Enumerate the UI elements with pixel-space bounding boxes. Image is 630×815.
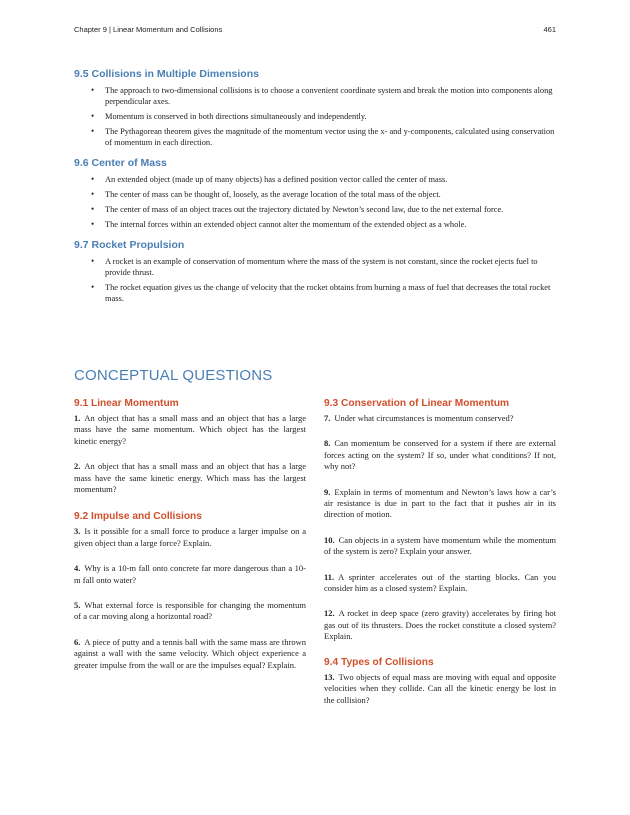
summary-section-9-5 — [74, 68, 556, 148]
bullet-item — [74, 189, 556, 200]
section-title: 9.6 Center of Mass — [74, 157, 167, 169]
question-section-title: 9.2 Impulse and Collisions — [74, 511, 202, 523]
question-number: 11. — [324, 571, 335, 582]
question-text: Can objects in a system have momentum while the momentum of the system is zero? Explain your answer. — [324, 534, 556, 557]
summary-section-9-6 — [74, 157, 556, 230]
bullet-icon: • — [91, 85, 95, 95]
section-title: 9.7 Rocket Propulsion — [74, 239, 185, 251]
chapter-title: Chapter 9 | Linear Momentum and Collisions — [74, 25, 223, 34]
question-text: A rocket in deep space (zero gravity) accelerates by firing hot gas out of its thrusters. Does the rocket constitute a closed system? Explain. — [324, 608, 556, 642]
question-number: 2. — [74, 461, 81, 472]
conceptual-questions-heading: CONCEPTUAL QUESTIONS — [74, 367, 273, 384]
question-number: 4. — [74, 563, 81, 574]
bullet-icon: • — [91, 282, 95, 292]
question-text: Can momentum be conserved for a system if there are external forces acting on the system? If so, under what conditions? If not, why not? — [324, 438, 556, 472]
bullet-text: An extended object (made up of many objects) has a defined position vector called the center of mass. — [105, 175, 448, 184]
bullet-item — [74, 219, 556, 230]
bullet-text: The center of mass of an object traces out the trajectory dictated by Newton’s second law, due to the net external force. — [105, 205, 504, 214]
question-section-title: 9.3 Conservation of Linear Momentum — [324, 398, 510, 409]
bullet-list — [74, 256, 556, 304]
summary-section-9-7 — [74, 239, 556, 304]
question-section-9-3 — [324, 398, 556, 643]
question-text: Is it possible for a small force to produce a larger impulse on a given object than a large force? Explain. — [74, 526, 306, 548]
bullet-text: The center of mass can be thought of, loosely, as the average location of the total mass of the object. — [105, 190, 441, 199]
bullet-text: The internal forces within an extended object cannot alter the momentum of the extended object as a whole. — [105, 220, 467, 229]
bullet-text: The rocket equation gives us the change of velocity that the rocket obtains from burning a mass of fuel that decreases the total rocket mass. — [105, 283, 551, 303]
bullet-item — [74, 111, 556, 122]
bullet-item — [74, 85, 556, 107]
bullet-icon: • — [91, 111, 95, 121]
question-number: 1. — [74, 413, 81, 423]
question-section-title: 9.1 Linear Momentum — [74, 398, 179, 409]
question-text: Explain in terms of momentum and Newton’s laws how a car’s air resistance is due in part to the fact that it pushes air in its direction of motion. — [324, 486, 556, 520]
question-section-9-1 — [74, 398, 306, 495]
bullet-item — [74, 282, 556, 304]
question-item — [324, 572, 556, 595]
bullet-text: The Pythagorean theorem gives the magnitude of the momentum vector using the x- and y-components, calculated using conservation of momentum in each direction. — [105, 127, 555, 147]
question-text: What external force is responsible for changing the momentum of a car moving along a horizontal road? — [74, 600, 306, 622]
question-text: Two objects of equal mass are moving with equal and opposite velocities when they collide. Can all the kinetic energy be lost in the collision? — [324, 671, 556, 705]
question-number: 9. — [324, 486, 331, 497]
question-text: An object that has a small mass and an object that has a large mass have the same kinetic energy. Which mass has the largest momentum? — [74, 461, 306, 495]
question-number: 3. — [74, 526, 81, 537]
question-text: A piece of putty and a tennis ball with the same mass are thrown against a wall with the same velocity. Which object experience a greater impulse from the wall or are the impulses equal? Explain. — [74, 636, 306, 670]
question-item — [324, 535, 556, 558]
bullet-item — [74, 256, 556, 278]
question-section-title: 9.4 Types of Collisions — [324, 656, 434, 668]
bullet-list — [74, 174, 556, 230]
question-number: 13. — [324, 671, 335, 682]
question-section-9-4 — [324, 657, 556, 706]
bullet-item — [74, 126, 556, 148]
question-number: 8. — [324, 438, 331, 449]
page-header — [74, 25, 556, 34]
question-text: A sprinter accelerates out of the starting blocks. Can you consider him as a closed system? Explain. — [324, 571, 556, 594]
question-item — [74, 413, 306, 447]
summary-sections — [74, 68, 556, 313]
question-item — [324, 438, 556, 472]
question-number: 10. — [324, 534, 335, 545]
question-item — [324, 413, 556, 424]
question-number: 5. — [74, 600, 81, 611]
question-number: 12. — [324, 608, 335, 619]
question-item — [324, 672, 556, 706]
question-item — [324, 608, 556, 642]
question-item — [74, 526, 306, 549]
question-text: Under what circumstances is momentum conserved? — [334, 413, 514, 423]
bullet-icon: • — [91, 126, 95, 136]
question-number: 6. — [74, 636, 81, 647]
bullet-item — [74, 174, 556, 185]
bullet-icon: • — [91, 189, 95, 199]
bullet-list — [74, 85, 556, 148]
bullet-icon: • — [91, 204, 95, 214]
bullet-icon: • — [91, 219, 95, 229]
bullet-text: Momentum is conserved in both directions simultaneously and independently. — [105, 112, 367, 121]
questions-right-column — [324, 398, 556, 720]
questions-left-column — [74, 398, 306, 685]
question-item — [74, 600, 306, 623]
bullet-item — [74, 204, 556, 215]
bullet-icon: • — [91, 256, 95, 266]
question-section-9-2 — [74, 511, 306, 671]
question-text: An object that has a small mass and an object that has a large mass have the same momentum. Which object has the largest kinetic energy? — [74, 413, 306, 446]
question-item — [74, 637, 306, 671]
question-item — [74, 461, 306, 495]
page-number: 461 — [543, 25, 556, 34]
question-text: Why is a 10-m fall onto concrete far more dangerous than a 10-m fall onto water? — [74, 563, 306, 585]
bullet-icon: • — [91, 174, 95, 184]
bullet-text: The approach to two-dimensional collisions is to choose a convenient coordinate system and break the motion into components along perpendicular axes. — [105, 86, 553, 106]
section-title: 9.5 Collisions in Multiple Dimensions — [74, 68, 259, 80]
bullet-text: A rocket is an example of conservation of momentum where the mass of the system is not constant, since the rocket ejects fuel to provide thrust. — [105, 257, 538, 277]
question-number: 7. — [324, 413, 331, 423]
question-item — [74, 563, 306, 586]
question-item — [324, 487, 556, 521]
